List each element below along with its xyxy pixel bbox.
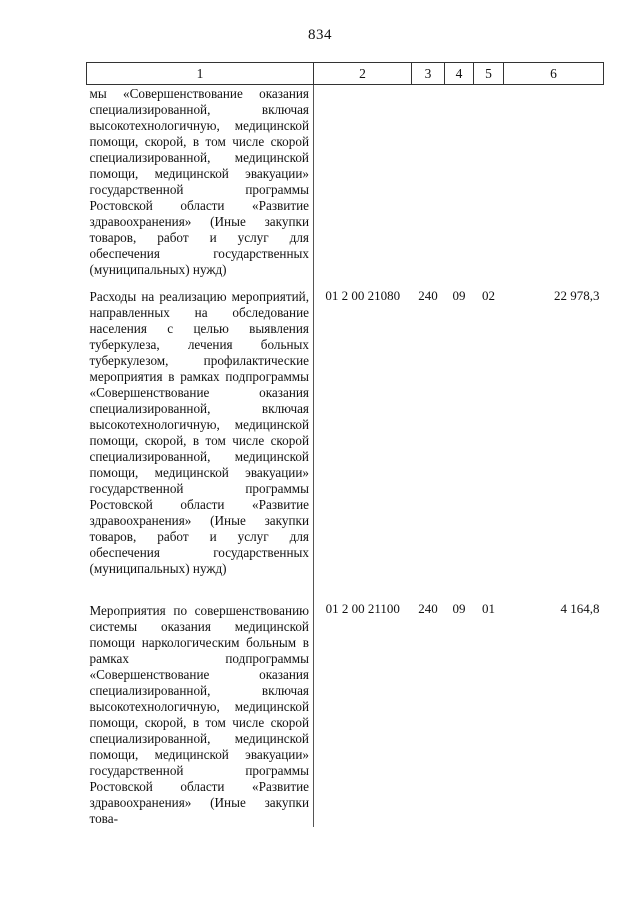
- row-col4: [445, 85, 474, 283]
- budget-table: [86, 62, 604, 827]
- row-code: [314, 85, 412, 283]
- row-col3: 240: [418, 601, 438, 616]
- table-header: [87, 63, 604, 85]
- row-amount: 4 164,8: [560, 601, 600, 616]
- page-number: 834: [308, 27, 332, 43]
- header-row: [87, 63, 604, 85]
- table-row: [87, 282, 604, 595]
- row-col4: 09: [452, 601, 466, 616]
- row-col3: [412, 85, 445, 283]
- table-row: [87, 85, 604, 283]
- header-col-2: 2: [314, 63, 412, 85]
- row-description: Мероприятия по совершенствованию системы оказания медицинской помощи наркологическим больным в рамках подпрограммы «Совершенствование оказания специализированной, включая высокотехнологичную, медицинской помощи, скорой, в том числе скорой специализированной, медицинской помощи, медицинской эвакуации» государственной программы Ростовской области «Развитие здравоохранения» (Иные закупки това-: [87, 595, 314, 827]
- row-col5: 02: [482, 288, 495, 303]
- row-description: мы «Совершенствование оказания специализированной, включая высокотехнологичную, медицинской помощи, скорой, в том числе скорой специализированной, медицинской помощи, медицинской эвакуации» государственной программы Ростовской области «Развитие здравоохранения» (Иные закупки товаров, работ и услуг для обеспечения государственных (муниципальных) нужд): [87, 85, 314, 283]
- row-code: 01 2 00 21100: [325, 601, 400, 616]
- row-amount: 22 978,3: [554, 288, 600, 303]
- header-col-3: 3: [412, 63, 445, 85]
- row-description: Расходы на реализацию мероприятий, направленных на обследование населения с целью выявления туберкулеза, лечения больных туберкулезом, профилактические мероприятия в рамках подпрограммы «Совершенствование оказания специализированной, включая высокотехнологичную, медицинской помощи, скорой, в том числе скорой специализированной, медицинской помощи, медицинской эвакуации» государственной программы Ростовской области «Развитие здравоохранения» (Иные закупки товаров, работ и услуг для обеспечения государственных (муниципальных) нужд): [87, 282, 314, 595]
- row-code: 01 2 00 21080: [325, 288, 401, 303]
- header-col-6: 6: [504, 63, 604, 85]
- row-col4: 09: [452, 288, 466, 303]
- row-col5: 01: [482, 601, 495, 616]
- table-row: [87, 595, 604, 827]
- header-col-1: 1: [87, 63, 314, 85]
- header-col-4: 4: [445, 63, 474, 85]
- row-col3: 240: [418, 288, 438, 303]
- row-amount: [504, 85, 604, 283]
- header-col-5: 5: [474, 63, 504, 85]
- row-col5: [474, 85, 504, 283]
